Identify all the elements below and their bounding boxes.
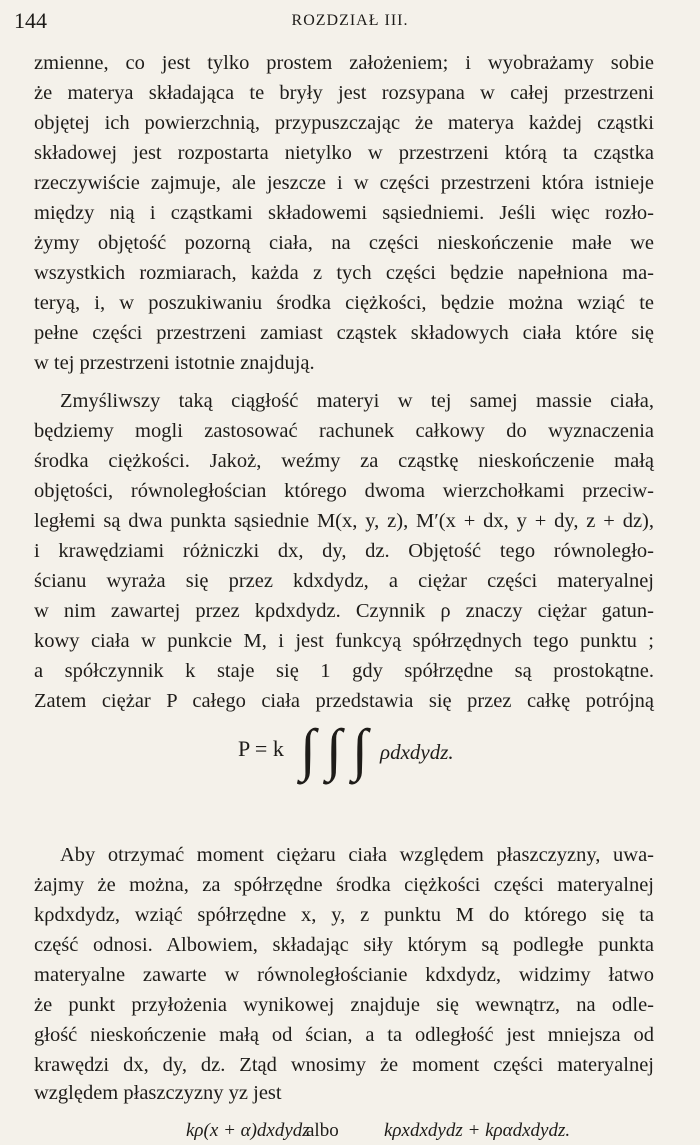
- text-line: głość nieskończenie małą od ścian, a ta odległość jest mniejsza od: [34, 1024, 654, 1046]
- text-line: wszystkich rozmiarach, każda z tych części będzie napełniona ma-: [34, 262, 654, 284]
- text-line: ległemi są dwa punkta sąsiednie M(x, y, z), M′(x + dx, y + dy, z + dz),: [34, 510, 654, 532]
- text-line: środka ciężkości. Jakoż, weźmy za cząstkę nieskończenie małą: [34, 450, 654, 472]
- text-line: krawędzi dx, dy, dz. Ztąd wnosimy że moment części materyalnej: [34, 1054, 654, 1076]
- text-line: kowy ciała w punkcie M, i jest funkcyą spółrzędnych tego punktu ;: [34, 630, 654, 652]
- text-line: że materya składająca te bryły jest rozsypana w całej przestrzeni: [34, 82, 654, 104]
- integral-sign: ∫: [326, 717, 342, 782]
- text-line: że punkt przyłożenia wynikowej znajduje się wewnątrz, na odle-: [34, 994, 654, 1016]
- text-line: objętości, równoległościan którego dwoma wierzchołkami przeciw-: [34, 480, 654, 502]
- text-line: pełne części przestrzeni zamiast cząstek składowych ciała które się: [34, 322, 654, 344]
- text-line: objętej ich powierzchnią, przypuszczając że materya każdej cząstki: [34, 112, 654, 134]
- text-line: Zmyśliwszy taką ciągłość materyi w tej samej massie ciała,: [60, 390, 654, 412]
- integral-sign: ∫: [300, 717, 316, 782]
- page-number: 144: [14, 8, 47, 33]
- integral-sign: ∫: [352, 717, 368, 782]
- formula-moment-or: albo: [306, 1120, 339, 1141]
- text-line: między nią i cząstkami składowemi sąsiedniemi. Jeśli więc rozło-: [34, 202, 654, 224]
- text-line: zmienne, co jest tylko prostem założeniem; i wyobrażamy sobie: [34, 52, 654, 74]
- text-line: składowej jest rozpostarta nietylko w przestrzeni którą ta cząstka: [34, 142, 654, 164]
- text-line: a spółczynnik k staje się 1 gdy spółrzędne są prostokątne.: [34, 660, 654, 682]
- text-line: w tej przestrzeni istotnie znajdują.: [34, 352, 315, 374]
- text-line: kρdxdydz, wziąć spółrzędne x, y, z punktu M do którego się ta: [34, 904, 654, 926]
- text-line: będziemy mogli zastosować rachunek całkowy do wyznaczenia: [34, 420, 654, 442]
- text-line: materyalne zawarte w równoległościanie kdxdydz, widzimy łatwo: [34, 964, 654, 986]
- formula-moment-left: kρ(x + α)dxdydz: [186, 1120, 310, 1141]
- text-line: Aby otrzymać moment ciężaru ciała względem płaszczyzny, uwa-: [60, 844, 654, 866]
- text-line: i krawędziami różniczki dx, dy, dz. Objętość tego równoległo-: [34, 540, 654, 562]
- formula-lhs: P = k: [238, 736, 284, 761]
- formula-integrand: ρdxdydz.: [380, 740, 454, 764]
- page-header: [0, 0, 700, 40]
- text-line: część odnosi. Albowiem, składając siły którym są podległe punkta: [34, 934, 654, 956]
- text-line: ścianu wyraża się przez kdxdydz, a ciężar części materyalnej: [34, 570, 654, 592]
- text-line: względem płaszczyzny yz jest: [34, 1082, 282, 1104]
- text-line: żajmy że można, za spółrzędne środka ciężkości części materyalnej: [34, 874, 654, 896]
- text-line: teryą, i, w poszukiwaniu środka ciężkości, będzie można wziąć te: [34, 292, 654, 314]
- text-line: w nim zawartej przez kρdxdydz. Czynnik ρ znaczy ciężar gatun-: [34, 600, 654, 622]
- formula-moment: [0, 1118, 700, 1144]
- formula-moment-right: kρxdxdydz + kραdxdydz.: [384, 1120, 571, 1141]
- formula-total-weight: [0, 717, 700, 782]
- text-line: Zatem ciężar P całego ciała przedstawia się przez całkę potrójną: [34, 690, 654, 712]
- running-head: ROZDZIAŁ III.: [291, 12, 409, 29]
- text-line: rzeczywiście zajmuje, ale jeszcze i w części przestrzeni która istnieje: [34, 172, 654, 194]
- text-line: żymy objętość pozorną ciała, na części nieskończenie małe we: [34, 232, 654, 254]
